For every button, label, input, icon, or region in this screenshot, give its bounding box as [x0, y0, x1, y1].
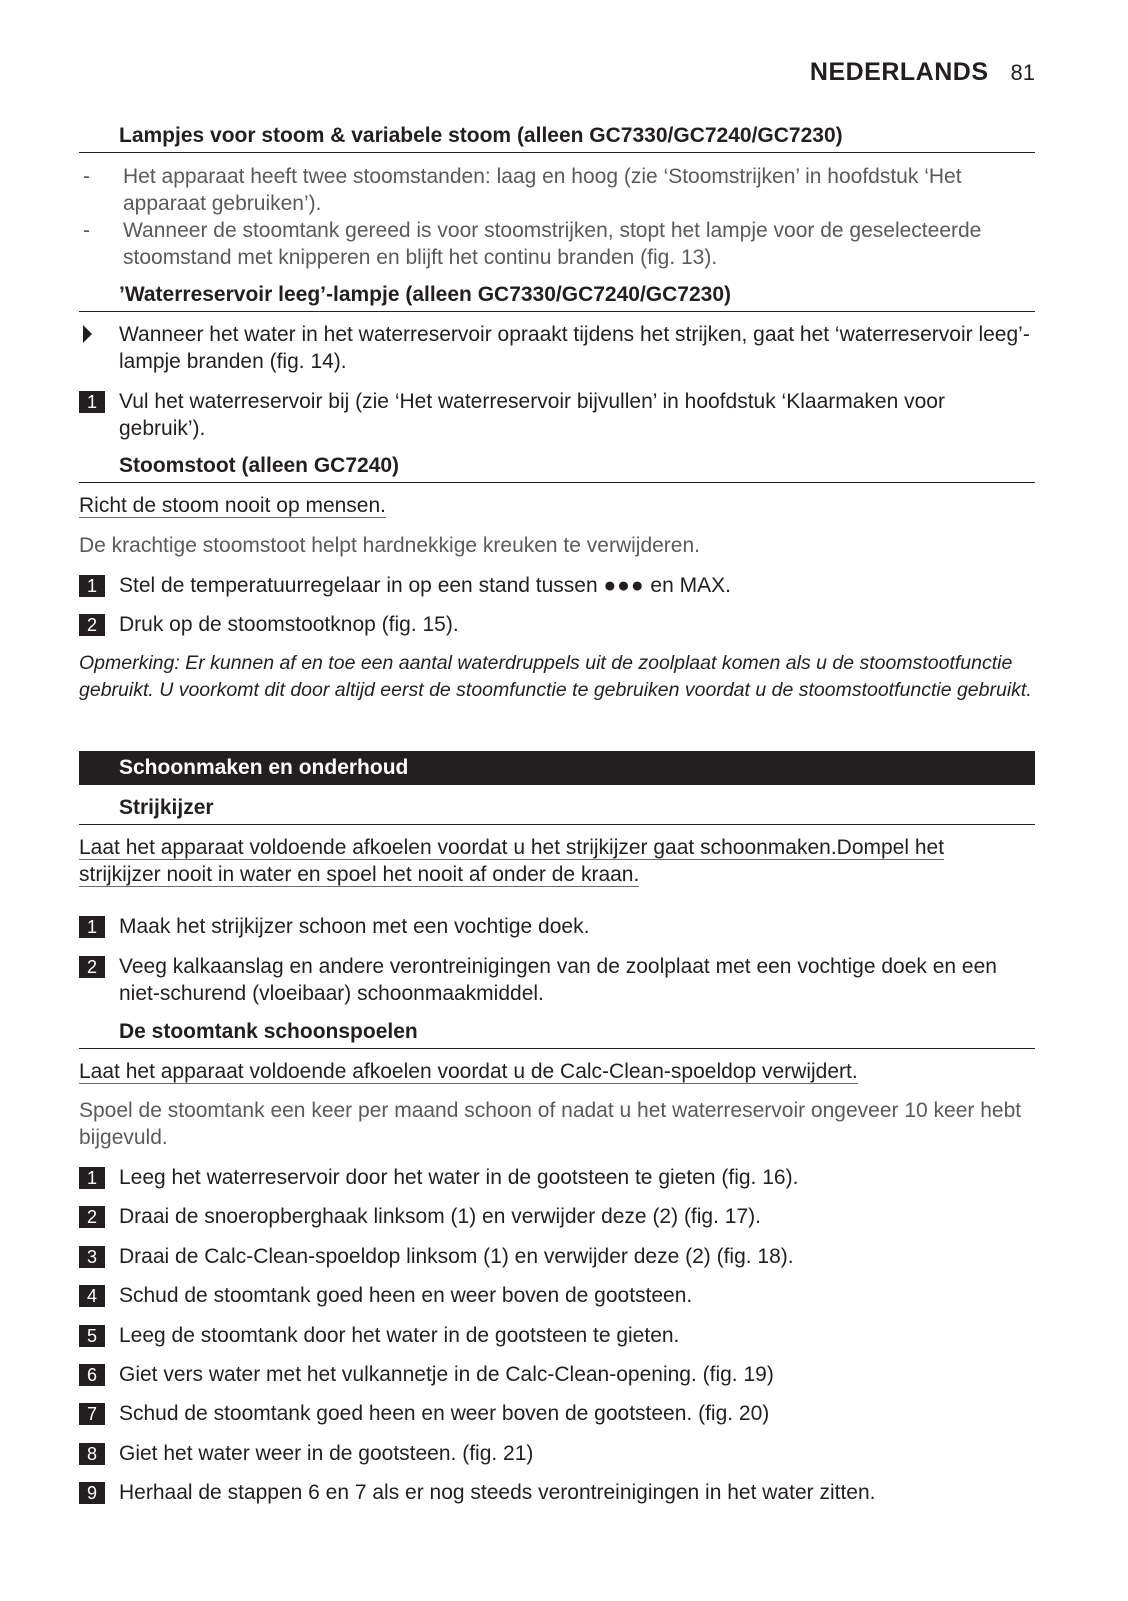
step-text: Draai de snoeropberghaak linksom (1) en verwijder deze (2) (fig. 17).	[119, 1205, 761, 1229]
list-item-text: Wanneer de stoomtank gereed is voor stoomstrijken, stopt het lampje voor de geselecteerde stoomstand met knipperen en blijft het continu branden (fig. 13).	[123, 219, 982, 269]
step-number: 1	[79, 916, 105, 938]
dash-marker: -	[83, 219, 90, 242]
step-text: Veeg kalkaanslag en andere verontreinigingen van de zoolplaat met een vochtige doek en een niet-schurend (vloeibaar) schoonmaakmiddel.	[119, 955, 997, 1005]
step-text: en MAX.	[650, 574, 731, 597]
lampjes-list	[79, 163, 1035, 271]
step-number: 7	[79, 1403, 105, 1425]
step-item	[79, 1440, 1035, 1479]
step-item	[79, 388, 1035, 442]
step-number: 4	[79, 1285, 105, 1307]
step-number: 9	[79, 1482, 105, 1504]
warning-text: Laat het apparaat voldoende afkoelen voordat u het strijkijzer gaat schoonmaken.Dompel het	[79, 836, 945, 859]
heading-waterreservoir: ’Waterreservoir leeg’-lampje (alleen GC7330/GC7240/GC7230)	[79, 281, 1035, 312]
step-text: Druk op de stoomstootknop (fig. 15).	[119, 613, 459, 636]
strijkijzer-step-1	[79, 913, 1035, 940]
step-text: Herhaal de stappen 6 en 7 als er nog steeds verontreinigingen in het water zitten.	[119, 1481, 876, 1505]
step-item	[79, 1243, 1035, 1282]
section-lampjes	[79, 122, 1035, 153]
warning-text: Richt de stoom nooit op mensen.	[79, 494, 387, 517]
step-text: Vul het waterreservoir bij (zie ‘Het waterreservoir bijvullen’ in hoofdstuk ‘Klaarmaken voor gebruik’).	[119, 390, 945, 440]
step-text: Maak het strijkijzer schoon met een vochtige doek.	[119, 915, 590, 938]
step-number: 2	[79, 614, 105, 636]
step-number: 6	[79, 1364, 105, 1386]
step-item	[79, 1282, 1035, 1321]
step-item	[79, 611, 1035, 638]
step-text: Schud de stoomtank goed heen en weer boven de gootsteen. (fig. 20)	[119, 1402, 770, 1426]
heading-lampjes: Lampjes voor stoom & variabele stoom (alleen GC7330/GC7240/GC7230)	[79, 122, 1035, 153]
step-item	[79, 953, 1035, 1007]
step-number: 1	[79, 391, 105, 413]
intro-stoomtank: Spoel de stoomtank een keer per maand schoon of nadat u het waterreservoir ongeveer 10 keer hebt bijgevuld.	[79, 1099, 1022, 1149]
warning-stoomstoot	[79, 492, 1035, 519]
note-stoomstoot: Opmerking: Er kunnen af en toe een aantal waterdruppels uit de zoolplaat komen als u de stoomstootfunctie gebruikt. U voorkomt dit door altijd eerst de stoomfunctie te gebruiken voordat u de stoomstootfunctie gebruikt.	[79, 652, 1032, 701]
step-item	[79, 1322, 1035, 1361]
step-item	[79, 1203, 1035, 1242]
step-text: Stel de temperatuurregelaar in op een stand tussen	[119, 574, 598, 597]
step-number: 3	[79, 1246, 105, 1268]
section-strijkijzer	[79, 794, 1035, 825]
step-text: Leeg de stoomtank door het water in de gootsteen te gieten.	[119, 1323, 680, 1347]
warning-strijkijzer	[79, 834, 1035, 888]
heading-stoomtank: De stoomtank schoonspoelen	[79, 1018, 1035, 1049]
intro-stoomstoot: De krachtige stoomstoot helpt hardnekkige kreuken te verwijderen.	[79, 534, 700, 557]
stoomstoot-step-1	[79, 572, 1035, 599]
warning-stoomtank	[79, 1058, 1035, 1085]
step-number: 2	[79, 1206, 105, 1228]
heading-strijkijzer: Strijkijzer	[79, 794, 1035, 825]
list-item	[79, 217, 1035, 271]
step-item	[79, 1164, 1035, 1203]
step-number: 8	[79, 1443, 105, 1465]
warning-text: Laat het apparaat voldoende afkoelen voordat u de Calc-Clean-spoeldop verwijdert.	[79, 1060, 858, 1083]
waterreservoir-step	[79, 388, 1035, 442]
heading-stoomstoot: Stoomstoot (alleen GC7240)	[79, 452, 1035, 483]
step-number: 5	[79, 1325, 105, 1347]
bullet-arrow-icon	[83, 325, 92, 343]
strijkijzer-step-2	[79, 953, 1035, 1007]
warning-text: strijkijzer nooit in water en spoel het nooit af onder de kraan.	[79, 863, 640, 886]
step-number: 1	[79, 1167, 105, 1189]
step-number: 1	[79, 575, 105, 597]
section-schoonmaken	[79, 751, 1035, 785]
section-waterreservoir	[79, 281, 1035, 312]
step-text: Giet vers water met het vulkannetje in de Calc-Clean-opening. (fig. 19)	[119, 1362, 774, 1386]
list-item-text: Wanneer het water in het waterreservoir opraakt tijdens het strijken, gaat het ‘waterreservoir leeg’-lampje branden (fig. 14).	[119, 323, 1030, 373]
stoomtank-steps	[79, 1164, 1035, 1519]
page-header	[810, 58, 1035, 87]
section-stoomtank	[79, 1018, 1035, 1049]
step-text: Draai de Calc-Clean-spoeldop linksom (1) en verwijder deze (2) (fig. 18).	[119, 1244, 794, 1268]
language-label: NEDERLANDS	[809, 58, 989, 86]
stoomstoot-step-2	[79, 611, 1035, 638]
list-item-text: Het apparaat heeft twee stoomstanden: laag en hoog (zie ‘Stoomstrijken’ in hoofdstuk ‘Het apparaat gebruiken’).	[123, 165, 962, 215]
step-item	[79, 913, 1035, 940]
step-text: Schud de stoomtank goed heen en weer boven de gootsteen.	[119, 1284, 693, 1308]
temperature-dots-icon: ●●●	[603, 574, 645, 597]
dash-marker: -	[83, 165, 90, 188]
waterreservoir-bullet	[79, 321, 1035, 375]
banner-schoonmaken: Schoonmaken en onderhoud	[79, 751, 1035, 785]
page-number: 81	[1010, 60, 1035, 85]
step-item	[79, 1479, 1035, 1518]
step-number: 2	[79, 956, 105, 978]
step-item	[79, 1400, 1035, 1439]
step-item	[79, 1361, 1035, 1400]
step-item	[79, 572, 1035, 599]
section-stoomstoot	[79, 452, 1035, 483]
list-item	[79, 163, 1035, 217]
step-text: Leeg het waterreservoir door het water in de gootsteen te gieten (fig. 16).	[119, 1166, 799, 1189]
step-text: Giet het water weer in de gootsteen. (fig. 21)	[119, 1441, 534, 1465]
list-item	[79, 321, 1035, 375]
